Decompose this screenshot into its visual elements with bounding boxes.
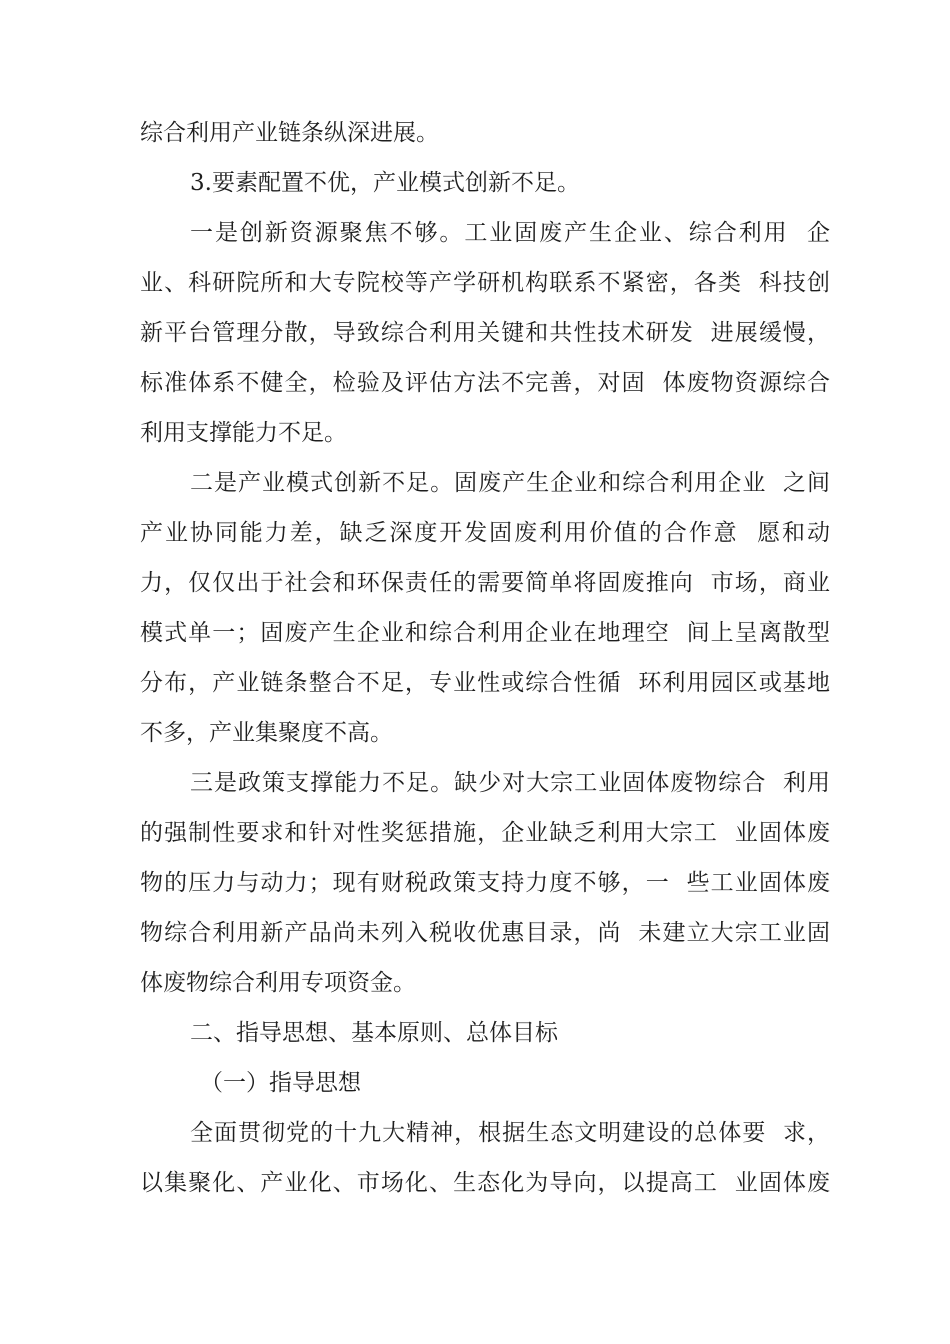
text-line: 三是政策支撑能力不足。缺少对大宗工业固体废物综合 利用 — [190, 770, 830, 796]
text-line: 的强制性要求和针对性奖惩措施，企业缺乏利用大宗工 业固体废 — [140, 820, 830, 846]
section-heading-3: 3.要素配置不优，产业模式创新不足。 — [190, 170, 580, 196]
text-line: 物综合利用新产品尚未列入税收优惠目录，尚 未建立大宗工业固 — [140, 920, 830, 946]
text-line: 以集聚化、产业化、市场化、生态化为导向，以提高工 业固体废 — [140, 1170, 830, 1196]
text-line: 业、科研院所和大专院校等产学研机构联系不紧密，各类 科技创 — [140, 270, 830, 296]
text-line: 标准体系不健全，检验及评估方法不完善，对固 体废物资源综合 — [140, 370, 830, 396]
text-line: 不多，产业集聚度不高。 — [140, 720, 393, 746]
text-line: 利用支撑能力不足。 — [140, 420, 347, 446]
text-line: 力，仅仅出于社会和环保责任的需要简单将固废推向 市场，商业 — [140, 570, 830, 596]
text-line: 全面贯彻党的十九大精神，根据生态文明建设的总体要 求， — [190, 1120, 830, 1146]
text-line: 体废物综合利用专项资金。 — [140, 970, 416, 996]
text-line: 一是创新资源聚焦不够。工业固废产生企业、综合利用 企 — [190, 220, 830, 246]
text-line: 物的压力与动力；现有财税政策支持力度不够，一 些工业固体废 — [140, 870, 830, 896]
section-heading-2: 二、指导思想、基本原则、总体目标 — [190, 1020, 558, 1046]
subsection-heading: （一）指导思想 — [200, 1070, 361, 1096]
text-line: 二是产业模式创新不足。固废产生企业和综合利用企业 之间 — [190, 470, 830, 496]
text-line: 分布，产业链条整合不足，专业性或综合性循 环利用园区或基地 — [140, 670, 830, 696]
text-line: 产业协同能力差，缺乏深度开发固废利用价值的合作意 愿和动 — [140, 520, 830, 546]
text-line: 模式单一；固废产生企业和综合利用企业在地理空 间上呈离散型 — [140, 620, 830, 646]
text-line: 综合利用产业链条纵深进展。 — [140, 120, 439, 146]
text-line: 新平台管理分散，导致综合利用关键和共性技术研发 进展缓慢， — [140, 320, 830, 346]
